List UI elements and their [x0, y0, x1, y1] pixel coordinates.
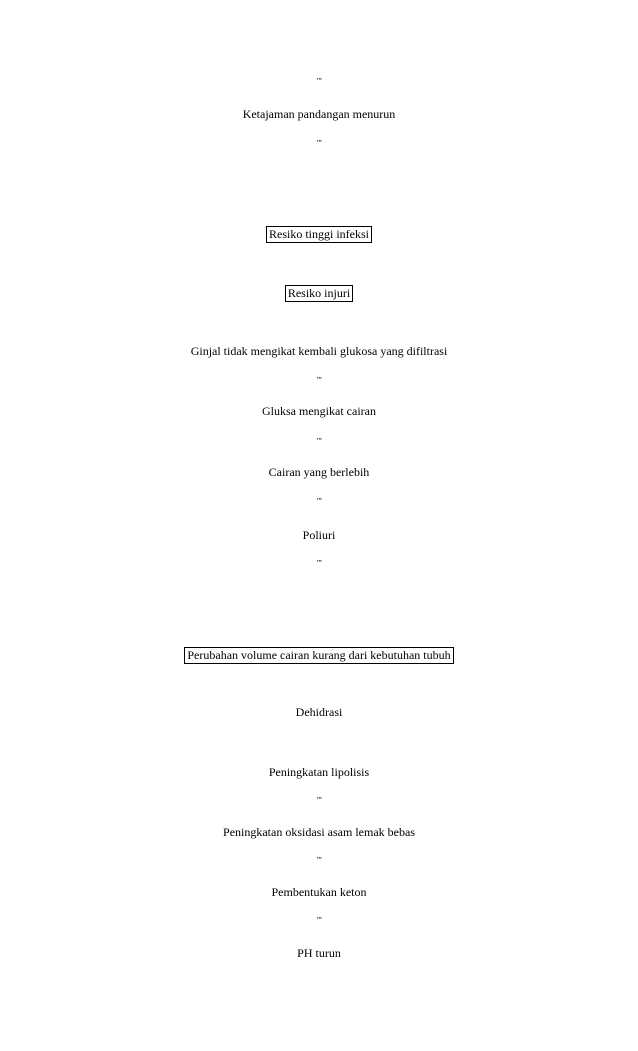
resiko-infeksi-box: Resiko tinggi infeksi	[0, 226, 638, 243]
flow-arrow: ™	[315, 916, 323, 924]
dehidrasi-text: Dehidrasi	[295, 705, 343, 719]
flow-arrow: ™	[315, 376, 323, 384]
lipolisis-text: Peningkatan lipolisis	[268, 765, 370, 779]
cairan-text: Cairan yang berlebih	[268, 465, 370, 479]
flow-arrow: ™	[315, 796, 323, 804]
oksidasi-text: Peningkatan oksidasi asam lemak bebas	[223, 825, 415, 839]
keton-text: Pembentukan keton	[271, 885, 367, 899]
ph-turun-text: PH turun	[297, 946, 341, 960]
poliuri-text: Poliuri	[302, 528, 336, 542]
flow-arrow: ™	[315, 437, 323, 445]
resiko-injuri-box: Resiko injuri	[0, 285, 638, 302]
gluksa-text: Gluksa mengikat cairan	[262, 404, 376, 418]
flow-arrow: ™	[315, 497, 323, 505]
ginjal-text: Ginjal tidak mengikat kembali glukosa yang difiltrasi	[190, 344, 448, 358]
flow-arrow: ™	[315, 856, 323, 864]
perubahan-volume-box: Perubahan volume cairan kurang dari kebutuhan tubuh	[0, 647, 638, 664]
flow-arrow: ™	[315, 139, 323, 147]
flow-arrow: ™	[315, 77, 323, 85]
flow-arrow: ™	[315, 559, 323, 567]
ketajaman-pandangan-text: Ketajaman pandangan menurun	[242, 107, 396, 121]
